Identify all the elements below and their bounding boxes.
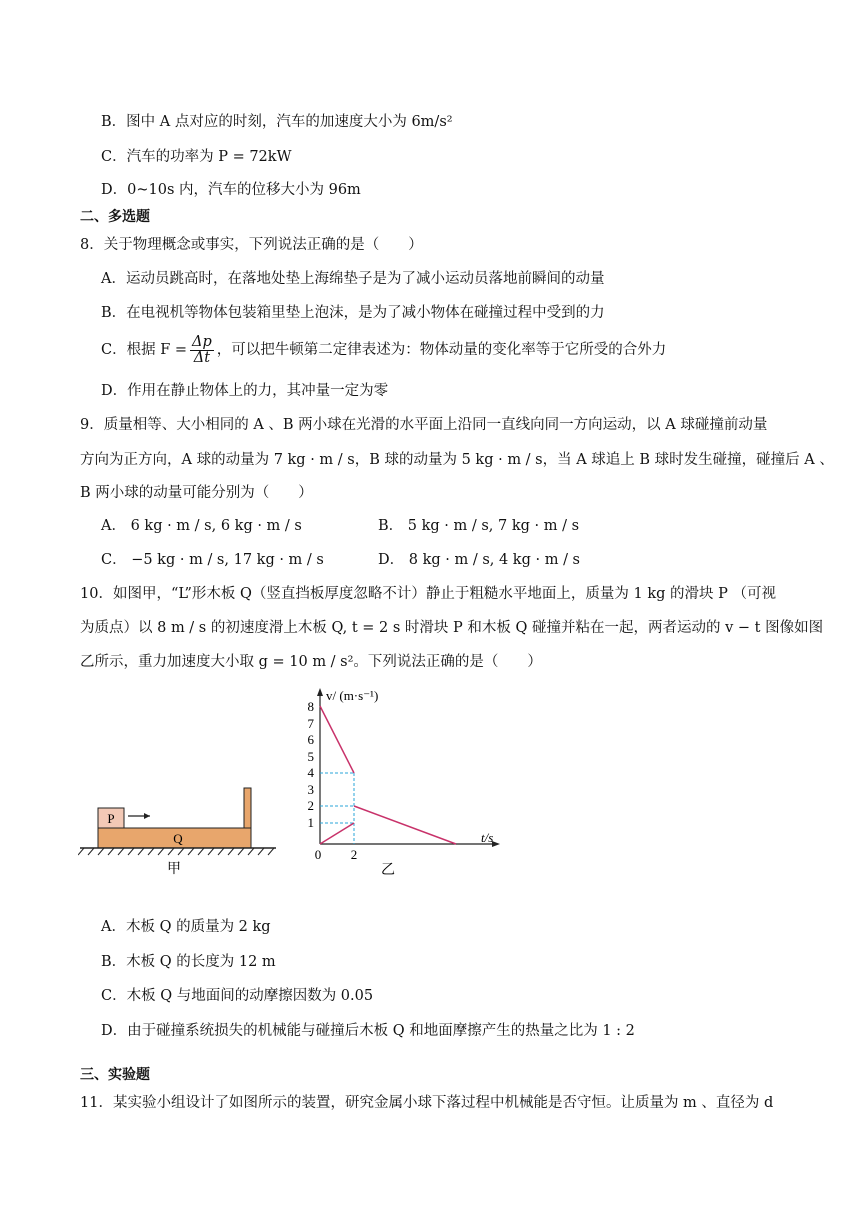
y-axis-arrow-icon <box>317 688 323 696</box>
q9-option-b: B． 5 kg · m / s, 7 kg · m / s <box>378 518 580 534</box>
q9-line-3: B 两小球的动量可能分别为（ ） <box>80 485 313 501</box>
section-title-multiple-choice: 二、多选题 <box>80 209 150 225</box>
q7-option-d: D．0~10s 内，汽车的位移大小为 96m <box>101 182 361 198</box>
q9-line-1: 9．质量相等、大小相同的 A 、B 两小球在光滑的水平面上沿同一直线向同一方向运动，以 A 球碰撞前动量 <box>80 417 768 433</box>
y-tick-label: 3 <box>307 782 314 797</box>
x-tick-label: 2 <box>350 847 358 862</box>
q11-line-1: 11．某实验小组设计了如图所示的装置，研究金属小球下落过程中机械能是否守恒。让质量为 m 、直径为 d <box>80 1095 774 1111</box>
figure-yi-vt-graph <box>296 684 506 880</box>
q9-option-c: C． −5 kg · m / s, 17 kg · m / s <box>101 552 324 568</box>
fraction-denominator: Δt <box>193 349 211 366</box>
y-tick-label: 1 <box>307 815 314 830</box>
q10-option-d: D．由于碰撞系统损失的机械能与碰撞后木板 Q 和地面摩擦产生的热量之比为 1 : 2 <box>101 1023 635 1039</box>
origin-label: 0 <box>314 847 322 862</box>
q8-option-d: D．作用在静止物体上的力，其冲量一定为零 <box>101 383 389 399</box>
q9-option-a: A． 6 kg · m / s, 6 kg · m / s <box>101 518 302 534</box>
block-p-velocity-line <box>320 706 354 773</box>
block-p-label: P <box>107 811 115 826</box>
x-axis-label: t/s <box>481 830 494 845</box>
q7-option-b: B．图中 A 点对应的时刻，汽车的加速度大小为 6m/s² <box>101 114 453 130</box>
ground-hatching <box>78 848 274 855</box>
q8-option-c-suffix: ，可以把牛顿第二定律表述为：物体动量的变化率等于它所受的合外力 <box>216 342 667 358</box>
y-tick-label: 6 <box>307 732 314 747</box>
q10-line-3: 乙所示，重力加速度大小取 g = 10 m / s²。下列说法正确的是（ ） <box>80 654 542 670</box>
q10-line-1: 10．如图甲，“L”形木板 Q（竖直挡板厚度忽略不计）静止于粗糙水平地面上，质量为 1 kg 的滑块 P （可视 <box>80 586 777 602</box>
board-vertical-stop <box>244 788 251 828</box>
q8-stem: 8．关于物理概念或事实，下列说法正确的是（ ） <box>80 237 423 253</box>
q10-option-c: C．木板 Q 与地面间的动摩擦因数为 0.05 <box>101 988 374 1004</box>
y-tick-label: 2 <box>307 798 314 813</box>
y-tick-label: 5 <box>307 749 314 764</box>
section-title-experiment: 三、实验题 <box>80 1067 150 1083</box>
figure-yi-caption: 乙 <box>381 863 395 878</box>
board-q-velocity-line <box>320 823 354 844</box>
q9-option-d: D． 8 kg · m / s, 4 kg · m / s <box>378 552 581 568</box>
figure-jia-board-block <box>78 780 278 880</box>
fraction-numerator: Δp <box>192 333 212 350</box>
q8-option-c <box>101 334 666 366</box>
velocity-arrow-icon <box>144 813 150 819</box>
y-axis-label: v/ (m·s⁻¹) <box>326 688 379 703</box>
y-tick-label: 4 <box>307 765 314 780</box>
q8-option-b: B．在电视机等物体包装箱里垫上泡沫，是为了减小物体在碰撞过程中受到的力 <box>101 305 605 321</box>
delta-p-over-delta-t-fraction <box>190 335 214 366</box>
q8-option-c-prefix: C．根据 F = <box>101 342 188 358</box>
q7-option-c: C．汽车的功率为 P = 72kW <box>101 149 292 165</box>
combined-velocity-line <box>354 806 456 844</box>
q10-option-b: B．木板 Q 的长度为 12 m <box>101 954 276 970</box>
y-tick-label: 8 <box>307 699 314 714</box>
q9-line-2: 方向为正方向，A 球的动量为 7 kg · m / s，B 球的动量为 5 kg · m / s，当 A 球追上 B 球时发生碰撞，碰撞后 A 、 <box>80 452 834 468</box>
figure-jia-caption: 甲 <box>167 862 181 877</box>
board-q-label: Q <box>173 831 183 846</box>
y-tick-label: 7 <box>307 716 314 731</box>
q8-option-a: A．运动员跳高时，在落地处垫上海绵垫子是为了减小运动员落地前瞬间的动量 <box>101 271 605 287</box>
q10-line-2: 为质点）以 8 m / s 的初速度滑上木板 Q, t = 2 s 时滑块 P 和木板 Q 碰撞并粘在一起，两者运动的 v − t 图像如图 <box>80 620 824 636</box>
q10-option-a: A．木板 Q 的质量为 2 kg <box>101 919 271 935</box>
